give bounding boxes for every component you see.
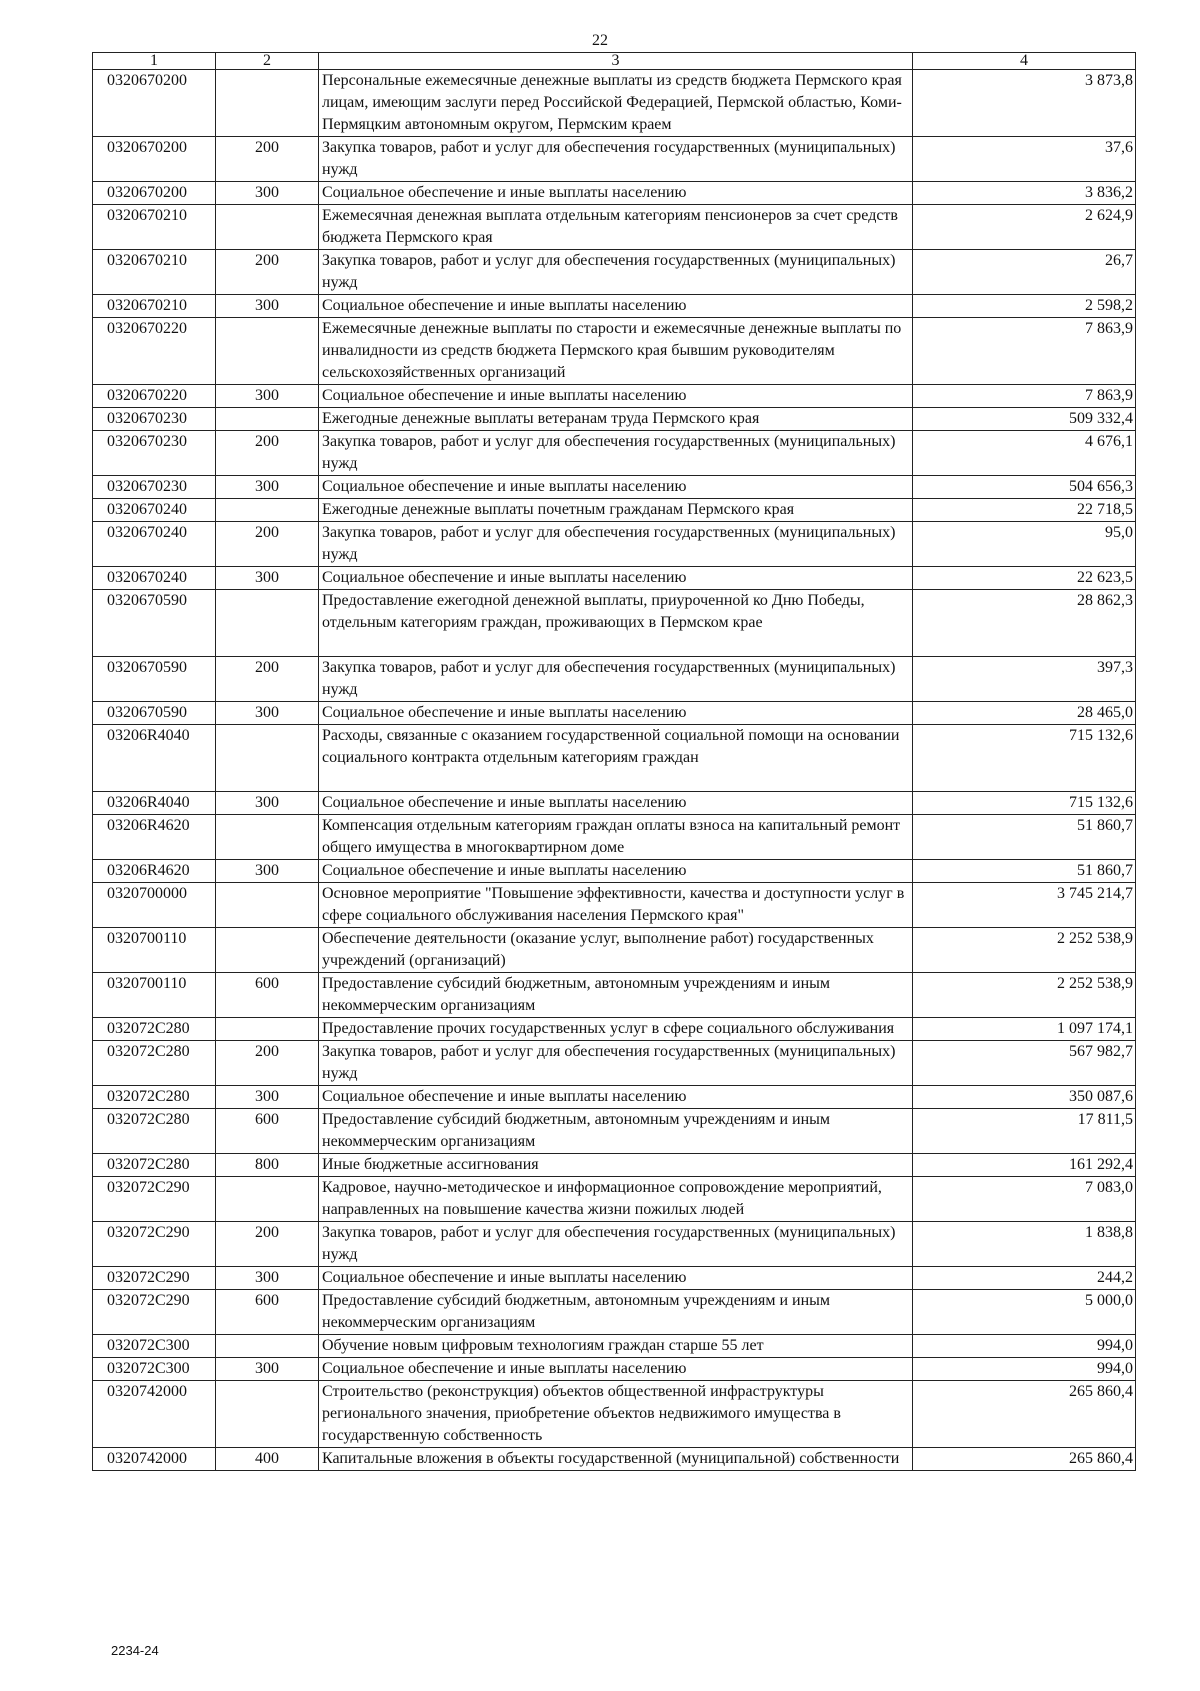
item-name-cell: Закупка товаров, работ и услуг для обеспечения государственных (муниципальных) нужд (319, 522, 913, 567)
amount-cell: 17 811,5 (913, 1109, 1136, 1154)
item-name-cell: Предоставление субсидий бюджетным, автономным учреждениям и иным некоммерческим организациям (319, 1290, 913, 1335)
table-row (93, 860, 1136, 883)
table-row (93, 522, 1136, 567)
item-name-cell: Строительство (реконструкция) объектов общественной инфраструктуры регионального значения, приобретение объектов недвижимого имущества в государственную собственность (319, 1381, 913, 1448)
expense-type-cell (216, 1018, 319, 1041)
table-row (93, 1086, 1136, 1109)
item-name-cell: Социальное обеспечение и иные выплаты населению (319, 295, 913, 318)
target-code-cell: 0320670210 (93, 250, 216, 295)
header-row (93, 53, 1136, 70)
table-row (93, 70, 1136, 137)
amount-cell: 161 292,4 (913, 1154, 1136, 1177)
item-name-cell: Основное мероприятие "Повышение эффективности, качества и доступности услуг в сфере социального обслуживания населения Пермского края" (319, 883, 913, 928)
table-row (93, 1041, 1136, 1086)
expense-type-cell (216, 318, 319, 385)
target-code-cell: 0320670590 (93, 657, 216, 702)
table-row (93, 702, 1136, 725)
table-row (93, 815, 1136, 860)
amount-cell: 397,3 (913, 657, 1136, 702)
expense-type-cell: 300 (216, 182, 319, 205)
expense-type-cell: 300 (216, 860, 319, 883)
target-code-cell: 0320700000 (93, 883, 216, 928)
expense-type-cell: 200 (216, 657, 319, 702)
table-row (93, 1448, 1136, 1471)
amount-cell: 3 836,2 (913, 182, 1136, 205)
table-row (93, 1018, 1136, 1041)
expense-type-cell (216, 815, 319, 860)
target-code-cell: 0320670240 (93, 499, 216, 522)
table-row (93, 431, 1136, 476)
item-name-cell: Социальное обеспечение и иные выплаты населению (319, 1267, 913, 1290)
item-name-cell: Обучение новым цифровым технологиям граждан старше 55 лет (319, 1335, 913, 1358)
column-header-3: 3 (319, 53, 913, 70)
table-row (93, 137, 1136, 182)
amount-cell: 2 252 538,9 (913, 973, 1136, 1018)
amount-cell: 567 982,7 (913, 1041, 1136, 1086)
expense-type-cell: 600 (216, 1290, 319, 1335)
item-name-cell: Предоставление субсидий бюджетным, автономным учреждениям и иным некоммерческим организациям (319, 973, 913, 1018)
item-name-cell: Закупка товаров, работ и услуг для обеспечения государственных (муниципальных) нужд (319, 250, 913, 295)
amount-cell: 715 132,6 (913, 725, 1136, 792)
item-name-cell: Обеспечение деятельности (оказание услуг, выполнение работ) государственных учреждений (организаций) (319, 928, 913, 973)
item-name-cell: Расходы, связанные с оказанием государственной социальной помощи на основании социального контракта отдельным категориям граждан (319, 725, 913, 792)
target-code-cell: 0320670200 (93, 182, 216, 205)
item-name-cell: Предоставление субсидий бюджетным, автономным учреждениям и иным некоммерческим организациям (319, 1109, 913, 1154)
table-body (93, 70, 1136, 1471)
expense-type-cell: 400 (216, 1448, 319, 1471)
table-row (93, 318, 1136, 385)
expense-type-cell (216, 205, 319, 250)
expense-type-cell (216, 499, 319, 522)
table-row (93, 1109, 1136, 1154)
target-code-cell: 0320670200 (93, 137, 216, 182)
expense-type-cell: 300 (216, 295, 319, 318)
table-row (93, 1222, 1136, 1267)
item-name-cell: Социальное обеспечение и иные выплаты населению (319, 702, 913, 725)
expense-type-cell: 200 (216, 522, 319, 567)
target-code-cell: 0320670240 (93, 522, 216, 567)
target-code-cell: 032072С290 (93, 1267, 216, 1290)
item-name-cell: Закупка товаров, работ и услуг для обеспечения государственных (муниципальных) нужд (319, 431, 913, 476)
amount-cell: 994,0 (913, 1335, 1136, 1358)
target-code-cell: 0320742000 (93, 1448, 216, 1471)
table-row (93, 408, 1136, 431)
expense-type-cell (216, 590, 319, 657)
item-name-cell: Социальное обеспечение и иные выплаты населению (319, 1358, 913, 1381)
table-row (93, 1358, 1136, 1381)
expense-type-cell (216, 1381, 319, 1448)
amount-cell: 51 860,7 (913, 860, 1136, 883)
table-row (93, 1154, 1136, 1177)
target-code-cell: 0320670590 (93, 702, 216, 725)
amount-cell: 2 252 538,9 (913, 928, 1136, 973)
amount-cell: 3 873,8 (913, 70, 1136, 137)
expense-type-cell: 200 (216, 250, 319, 295)
target-code-cell: 032072С300 (93, 1358, 216, 1381)
target-code-cell: 0320700110 (93, 973, 216, 1018)
expense-type-cell: 800 (216, 1154, 319, 1177)
target-code-cell: 0320670220 (93, 385, 216, 408)
amount-cell: 2 598,2 (913, 295, 1136, 318)
item-name-cell: Предоставление ежегодной денежной выплаты, приуроченной ко Дню Победы, отдельным категориям граждан, проживающих в Пермском крае (319, 590, 913, 657)
expense-type-cell: 300 (216, 567, 319, 590)
expense-type-cell (216, 408, 319, 431)
expense-type-cell: 300 (216, 1358, 319, 1381)
expense-type-cell: 600 (216, 1109, 319, 1154)
table-row (93, 567, 1136, 590)
table-row (93, 205, 1136, 250)
expense-type-cell (216, 883, 319, 928)
amount-cell: 95,0 (913, 522, 1136, 567)
amount-cell: 7 083,0 (913, 1177, 1136, 1222)
amount-cell: 28 862,3 (913, 590, 1136, 657)
target-code-cell: 032072С280 (93, 1154, 216, 1177)
amount-cell: 509 332,4 (913, 408, 1136, 431)
expense-type-cell: 300 (216, 702, 319, 725)
table-row (93, 476, 1136, 499)
target-code-cell: 032072С290 (93, 1222, 216, 1267)
target-code-cell: 0320670230 (93, 431, 216, 476)
item-name-cell: Иные бюджетные ассигнования (319, 1154, 913, 1177)
item-name-cell: Кадровое, научно-методическое и информационное сопровождение мероприятий, направленных на повышение качества жизни пожилых людей (319, 1177, 913, 1222)
table-row (93, 792, 1136, 815)
amount-cell: 715 132,6 (913, 792, 1136, 815)
table-row (93, 725, 1136, 792)
target-code-cell: 0320670210 (93, 205, 216, 250)
table-row (93, 1177, 1136, 1222)
amount-cell: 3 745 214,7 (913, 883, 1136, 928)
expense-type-cell: 200 (216, 1222, 319, 1267)
target-code-cell: 03206R4620 (93, 860, 216, 883)
item-name-cell: Компенсация отдельным категориям граждан оплаты взноса на капитальный ремонт общего имущества в многоквартирном доме (319, 815, 913, 860)
table-row (93, 385, 1136, 408)
amount-cell: 7 863,9 (913, 385, 1136, 408)
table-row (93, 657, 1136, 702)
item-name-cell: Социальное обеспечение и иные выплаты населению (319, 860, 913, 883)
expense-type-cell: 300 (216, 476, 319, 499)
expense-type-cell: 600 (216, 973, 319, 1018)
expense-type-cell: 300 (216, 385, 319, 408)
item-name-cell: Ежегодные денежные выплаты почетным гражданам Пермского края (319, 499, 913, 522)
target-code-cell: 032072С280 (93, 1041, 216, 1086)
amount-cell: 350 087,6 (913, 1086, 1136, 1109)
target-code-cell: 032072С280 (93, 1086, 216, 1109)
item-name-cell: Социальное обеспечение и иные выплаты населению (319, 182, 913, 205)
item-name-cell: Капитальные вложения в объекты государственной (муниципальной) собственности (319, 1448, 913, 1471)
target-code-cell: 0320742000 (93, 1381, 216, 1448)
item-name-cell: Социальное обеспечение и иные выплаты населению (319, 476, 913, 499)
amount-cell: 4 676,1 (913, 431, 1136, 476)
amount-cell: 504 656,3 (913, 476, 1136, 499)
expense-type-cell (216, 725, 319, 792)
expense-type-cell (216, 1335, 319, 1358)
expense-type-cell: 300 (216, 1267, 319, 1290)
amount-cell: 51 860,7 (913, 815, 1136, 860)
table-row (93, 1381, 1136, 1448)
amount-cell: 28 465,0 (913, 702, 1136, 725)
target-code-cell: 0320670240 (93, 567, 216, 590)
target-code-cell: 0320670590 (93, 590, 216, 657)
table-row (93, 1267, 1136, 1290)
table-row (93, 1335, 1136, 1358)
budget-table (92, 52, 1136, 1471)
item-name-cell: Ежемесячная денежная выплата отдельным категориям пенсионеров за счет средств бюджета Пермского края (319, 205, 913, 250)
target-code-cell: 0320670230 (93, 476, 216, 499)
expense-type-cell: 200 (216, 1041, 319, 1086)
document-code: 2234-24 (111, 1643, 159, 1658)
item-name-cell: Социальное обеспечение и иные выплаты населению (319, 385, 913, 408)
target-code-cell: 032072С290 (93, 1177, 216, 1222)
item-name-cell: Ежегодные денежные выплаты ветеранам труда Пермского края (319, 408, 913, 431)
target-code-cell: 0320670200 (93, 70, 216, 137)
item-name-cell: Ежемесячные денежные выплаты по старости и ежемесячные денежные выплаты по инвалидности из средств бюджета Пермского края бывшим руководителям сельскохозяйственных организаций (319, 318, 913, 385)
table-row (93, 295, 1136, 318)
target-code-cell: 032072С300 (93, 1335, 216, 1358)
target-code-cell: 0320670220 (93, 318, 216, 385)
amount-cell: 37,6 (913, 137, 1136, 182)
expense-type-cell (216, 70, 319, 137)
expense-type-cell (216, 1177, 319, 1222)
expense-type-cell: 300 (216, 1086, 319, 1109)
amount-cell: 244,2 (913, 1267, 1136, 1290)
target-code-cell: 03206R4040 (93, 792, 216, 815)
amount-cell: 2 624,9 (913, 205, 1136, 250)
expense-type-cell (216, 928, 319, 973)
table-row (93, 973, 1136, 1018)
amount-cell: 994,0 (913, 1358, 1136, 1381)
target-code-cell: 032072С280 (93, 1018, 216, 1041)
item-name-cell: Закупка товаров, работ и услуг для обеспечения государственных (муниципальных) нужд (319, 1041, 913, 1086)
amount-cell: 1 097 174,1 (913, 1018, 1136, 1041)
item-name-cell: Социальное обеспечение и иные выплаты населению (319, 1086, 913, 1109)
amount-cell: 265 860,4 (913, 1448, 1136, 1471)
amount-cell: 7 863,9 (913, 318, 1136, 385)
target-code-cell: 03206R4620 (93, 815, 216, 860)
amount-cell: 22 718,5 (913, 499, 1136, 522)
amount-cell: 5 000,0 (913, 1290, 1136, 1335)
table-row (93, 182, 1136, 205)
table-row (93, 883, 1136, 928)
table-row (93, 590, 1136, 657)
page-number: 22 (592, 32, 608, 49)
target-code-cell: 0320670230 (93, 408, 216, 431)
amount-cell: 265 860,4 (913, 1381, 1136, 1448)
column-header-1: 1 (93, 53, 216, 70)
target-code-cell: 0320670210 (93, 295, 216, 318)
target-code-cell: 032072С280 (93, 1109, 216, 1154)
table-row (93, 499, 1136, 522)
target-code-cell: 03206R4040 (93, 725, 216, 792)
table-row (93, 1290, 1136, 1335)
target-code-cell: 032072С290 (93, 1290, 216, 1335)
table-row (93, 928, 1136, 973)
item-name-cell: Социальное обеспечение и иные выплаты населению (319, 792, 913, 815)
expense-type-cell: 300 (216, 792, 319, 815)
item-name-cell: Закупка товаров, работ и услуг для обеспечения государственных (муниципальных) нужд (319, 657, 913, 702)
amount-cell: 22 623,5 (913, 567, 1136, 590)
table-row (93, 250, 1136, 295)
item-name-cell: Социальное обеспечение и иные выплаты населению (319, 567, 913, 590)
expense-type-cell: 200 (216, 431, 319, 476)
item-name-cell: Закупка товаров, работ и услуг для обеспечения государственных (муниципальных) нужд (319, 1222, 913, 1267)
column-header-4: 4 (913, 53, 1136, 70)
amount-cell: 26,7 (913, 250, 1136, 295)
column-header-2: 2 (216, 53, 319, 70)
amount-cell: 1 838,8 (913, 1222, 1136, 1267)
item-name-cell: Персональные ежемесячные денежные выплаты из средств бюджета Пермского края лицам, имеющим заслуги перед Российской Федерацией, Пермской областью, Коми-Пермяцким автономным округом, Пермским краем (319, 70, 913, 137)
target-code-cell: 0320700110 (93, 928, 216, 973)
item-name-cell: Предоставление прочих государственных услуг в сфере социального обслуживания (319, 1018, 913, 1041)
expense-type-cell: 200 (216, 137, 319, 182)
item-name-cell: Закупка товаров, работ и услуг для обеспечения государственных (муниципальных) нужд (319, 137, 913, 182)
